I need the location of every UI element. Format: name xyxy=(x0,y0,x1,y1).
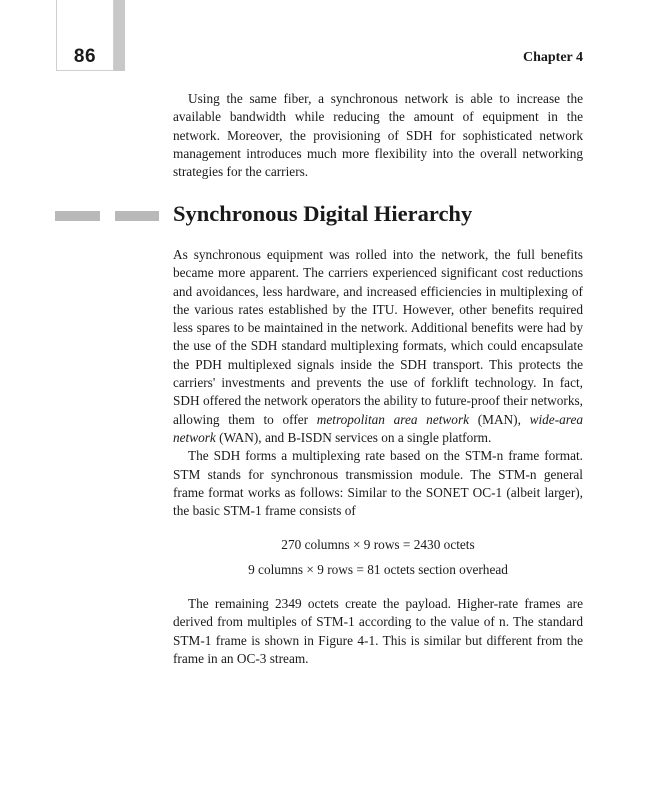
paragraph-benefits-part1: As synchronous equipment was rolled into the network, the full benefits became more apparent. The carriers experienced significant cost reductions and avoidances, less hardware, and increased efficiencies in multiplexing of the various rates established by the ITU. However, other benefits required less spares to be maintained in the network. Additional benefits were had by the use of the SDH standard multiplexing formats, which could encapsulate the PDH multiplexed signals inside the SDH transport. This protects the carriers' investments and prevents the use of forklift technology. In fact, SDH offered the network operators the ability to future-proof their networks, allowing them to offer xyxy=(173,247,583,427)
paragraph-benefits-part3: (WAN), and B-ISDN services on a single platform. xyxy=(215,429,492,445)
equation-overhead-octets: 9 columns × 9 rows = 81 octets section overhead xyxy=(248,562,508,577)
paragraph-stm-frame: The SDH forms a multiplexing rate based on the STM-n frame format. STM stands for synchronous transmission module. The STM-n general frame format works as follows: Similar to the SONET OC-1 (albeit larger), the basic STM-1 frame consists of xyxy=(173,448,583,519)
intro-paragraph: Using the same fiber, a synchronous network is able to increase the available bandwidth while reducing the amount of equipment in the network. Moreover, the provisioning of SDH for sophisticated network management introduces much more flexibility into the overall networking strategies for the carriers. xyxy=(173,91,583,180)
term-man: metropolitan area network xyxy=(316,411,470,427)
section-marker-right xyxy=(115,211,159,221)
paragraph-benefits-part2: (MAN), xyxy=(469,411,530,427)
intro-text xyxy=(173,90,583,181)
header-accent-bar xyxy=(114,0,125,71)
section-body xyxy=(173,246,583,520)
chapter-label: Chapter 4 xyxy=(522,50,583,65)
page-number: 86 xyxy=(73,46,97,67)
term-wan: wide-area network xyxy=(173,411,584,445)
equation-total-octets: 270 columns × 9 rows = 2430 octets xyxy=(281,537,475,552)
section-marker-left xyxy=(55,211,100,221)
section-heading: Synchronous Digital Hierarchy xyxy=(173,201,473,226)
paragraph-benefits xyxy=(173,246,583,447)
paragraph-payload: The remaining 2349 octets create the payload. Higher-rate frames are derived from multiples of STM-1 according to the value of n. The standard STM-1 frame is shown in Figure 4-1. This is similar but different from the frame in an OC-3 stream. xyxy=(173,596,583,666)
payload-text xyxy=(173,595,583,668)
